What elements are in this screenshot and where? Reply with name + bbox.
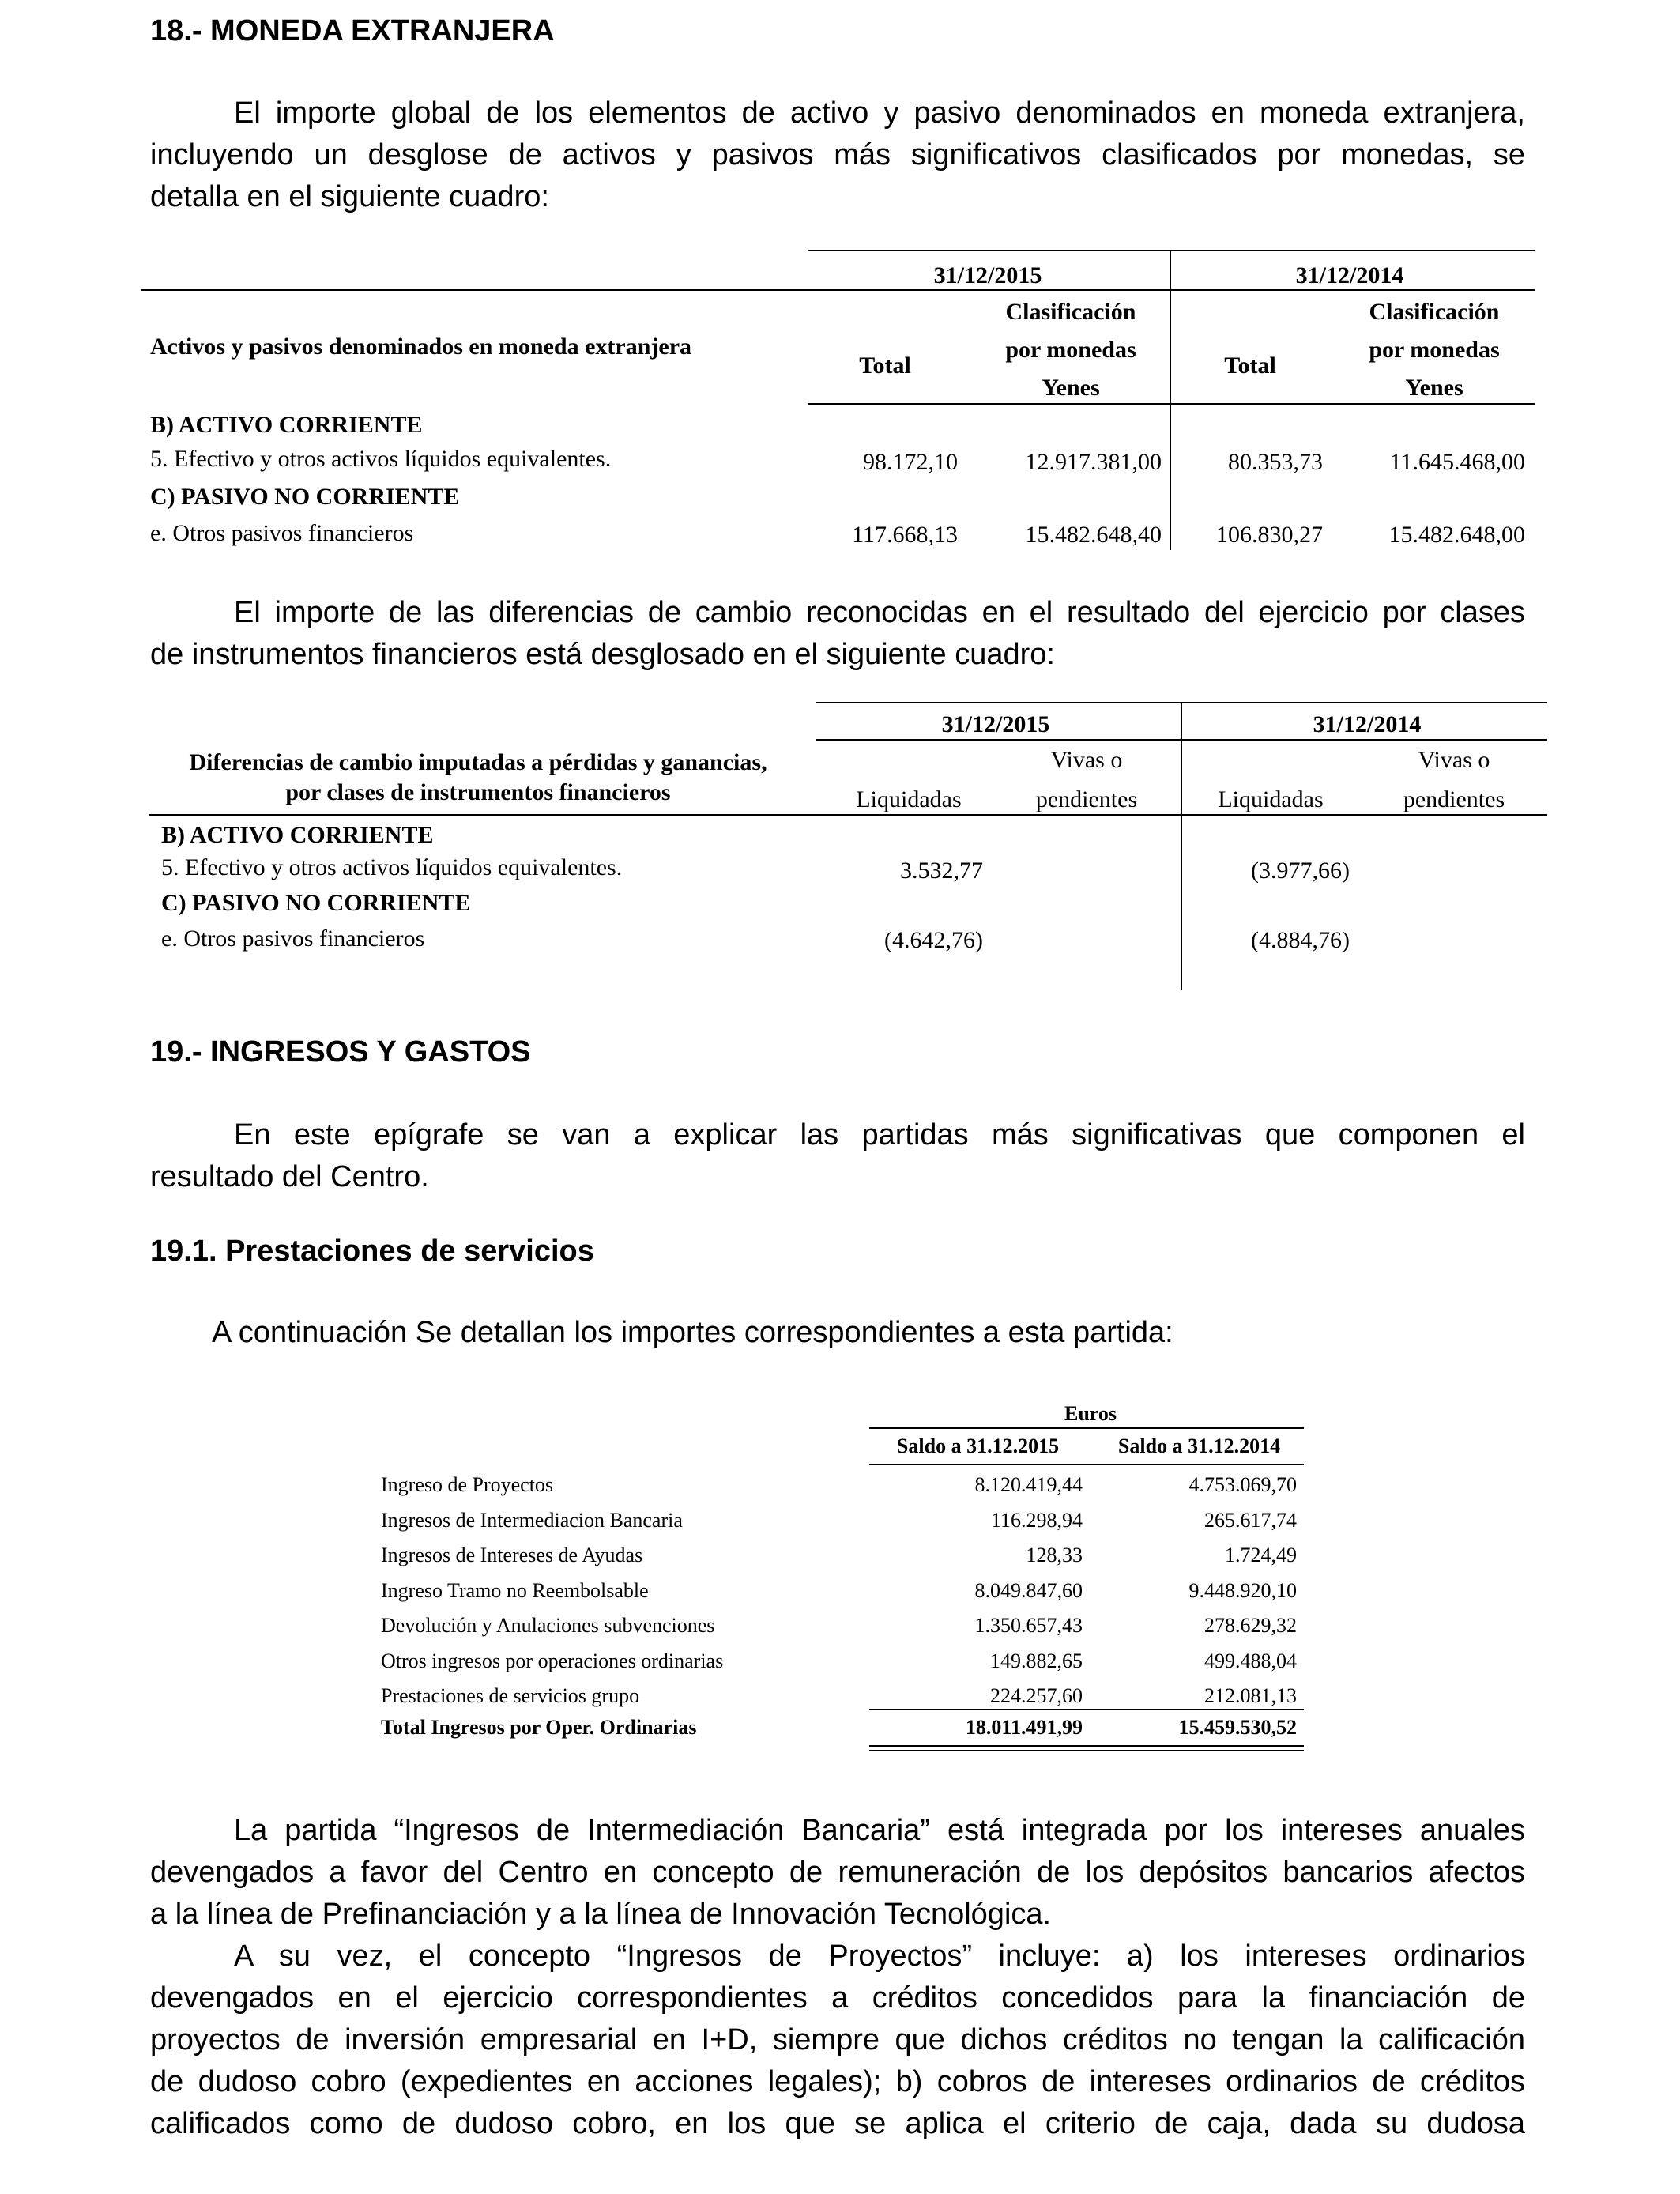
- cell-value-2014: 212.081,13: [1204, 1684, 1297, 1707]
- intro-line: detalla en el siguiente cuadro:: [150, 180, 549, 213]
- paragraph-proyectos: [150, 1936, 1525, 2145]
- table-rule: [149, 814, 1547, 816]
- period-2014: 31/12/2014: [1313, 711, 1422, 737]
- row-label: Ingreso de Proyectos: [381, 1473, 554, 1496]
- col-clas-2015: Yenes: [1042, 375, 1100, 401]
- section-18-heading: 18.- MONEDA EXTRANJERA: [150, 14, 555, 47]
- row-header: Activos y pasivos denominados en moneda extranjera: [150, 334, 692, 360]
- intro-line: de instrumentos financieros está desglosado en el siguiente cuadro:: [150, 638, 1055, 671]
- row-label: e. Otros pasivos financieros: [150, 520, 414, 546]
- row-label: Ingresos de Intereses de Ayudas: [381, 1544, 643, 1566]
- para-line: La partida “Ingresos de Intermediación Bancaria” está integrada por los intereses anuales: [234, 1814, 1525, 1847]
- row-label: Devolución y Anulaciones subvenciones: [381, 1614, 715, 1637]
- col-liquidadas-2014: Liquidadas: [1218, 786, 1324, 812]
- column-divider: [1170, 250, 1171, 550]
- cell-value: 15.482.648,40: [1025, 522, 1162, 548]
- section-label: B) ACTIVO CORRIENTE: [161, 822, 434, 848]
- cell-value-2015: 8.049.847,60: [974, 1578, 1083, 1602]
- col-vivas-2015: Vivas o: [1050, 747, 1123, 773]
- section-19-intro: [150, 1114, 1525, 1198]
- exchange-diff-intro: [150, 592, 1525, 676]
- table-rule: [808, 403, 1535, 405]
- cell-value: 11.645.468,00: [1389, 449, 1525, 475]
- total-2015: 18.011.491,99: [965, 1716, 1083, 1739]
- cell-value-2014: 4.753.069,70: [1188, 1473, 1297, 1496]
- paragraph-intermediacion: [150, 1810, 1525, 1936]
- para-line: proyectos de inversión empresarial en I+D, siempre que dichos créditos no tengan la calificación: [150, 2023, 1525, 2056]
- col-clas-2015: Clasificación: [1005, 299, 1136, 325]
- cell-value-2014: 1.724,49: [1225, 1544, 1297, 1566]
- row-label: 5. Efectivo y otros activos líquidos equivalentes.: [150, 446, 612, 472]
- col-2015: Saldo a 31.12.2015: [896, 1434, 1060, 1457]
- cell-value: 98.172,10: [863, 449, 958, 475]
- cell-value: (4.642,76): [884, 927, 983, 953]
- para-line: de dudoso cobro (expedientes en acciones legales); b) cobros de intereses ordinarios de créditos: [150, 2065, 1525, 2098]
- row-label: e. Otros pasivos financieros: [161, 925, 425, 952]
- table-rule: [869, 1464, 1304, 1465]
- row-header: por clases de instrumentos financieros: [285, 779, 671, 805]
- col-2014: Saldo a 31.12.2014: [1117, 1434, 1281, 1457]
- table-rule: [869, 1745, 1304, 1747]
- cell-value-2015: 149.882,65: [990, 1649, 1083, 1672]
- total-2014: 15.459.530,52: [1178, 1716, 1297, 1739]
- cell-value: 80.353,73: [1228, 449, 1323, 475]
- cell-value-2014: 278.629,32: [1204, 1614, 1297, 1637]
- intro-line: El importe de las diferencias de cambio reconocidas en el resultado del ejercicio por clases: [234, 596, 1525, 629]
- col-clas-2014: por monedas: [1369, 337, 1500, 363]
- table-rule: [869, 1709, 1304, 1710]
- cell-value-2015: 8.120.419,44: [974, 1473, 1083, 1496]
- col-liquidadas-2015: Liquidadas: [856, 786, 962, 812]
- table-rule: [869, 1427, 1304, 1429]
- cell-value: 117.668,13: [852, 522, 958, 548]
- col-clas-2014: Clasificación: [1369, 299, 1500, 325]
- table-rule: [141, 289, 1535, 291]
- cell-value: 106.830,27: [1216, 522, 1323, 548]
- col-total-2014: Total: [1224, 352, 1276, 379]
- cell-value: 3.532,77: [900, 858, 983, 884]
- section-label: C) PASIVO NO CORRIENTE: [161, 890, 471, 916]
- intro-line: resultado del Centro.: [150, 1160, 429, 1193]
- cell-value: 15.482.648,00: [1388, 522, 1525, 548]
- cell-value-2015: 128,33: [1026, 1544, 1083, 1566]
- cell-value: 12.917.381,00: [1025, 449, 1162, 475]
- row-label: Otros ingresos por operaciones ordinarias: [381, 1649, 724, 1672]
- col-vivas-2015: pendientes: [1035, 786, 1138, 812]
- col-total-2015: Total: [859, 352, 911, 379]
- cell-value-2014: 9.448.920,10: [1188, 1578, 1297, 1602]
- para-line: calificados como de dudoso cobro, en los que se aplica el criterio de caja, dada su dudosa: [150, 2107, 1525, 2140]
- intro-line: incluyendo un desglose de activos y pasivos más significativos clasificados por monedas, se: [150, 138, 1525, 172]
- period-2014: 31/12/2014: [1295, 262, 1404, 288]
- column-divider: [1181, 702, 1182, 990]
- section-19-heading: 19.- INGRESOS Y GASTOS: [150, 1035, 531, 1069]
- row-label: Ingreso Tramo no Reembolsable: [381, 1578, 649, 1602]
- section-label: C) PASIVO NO CORRIENTE: [150, 484, 460, 510]
- cell-value-2015: 116.298,94: [990, 1508, 1083, 1532]
- col-clas-2014: Yenes: [1405, 375, 1463, 401]
- col-clas-2015: por monedas: [1005, 337, 1136, 363]
- period-2015: 31/12/2015: [941, 711, 1050, 737]
- para-line: devengados a favor del Centro en concepto de remuneración de los depósitos bancarios afectos: [150, 1856, 1525, 1889]
- row-label: Ingresos de Intermediacion Bancaria: [381, 1508, 683, 1532]
- cell-value-2015: 1.350.657,43: [974, 1614, 1083, 1637]
- cell-value: (3.977,66): [1251, 858, 1350, 884]
- row-label: 5. Efectivo y otros activos líquidos equivalentes.: [161, 854, 623, 880]
- cell-value-2014: 499.488,04: [1204, 1649, 1297, 1672]
- section-18-intro: [150, 92, 1525, 218]
- row-label: Prestaciones de servicios grupo: [381, 1684, 640, 1707]
- cell-value-2014: 265.617,74: [1204, 1508, 1297, 1532]
- cell-value-2015: 224.257,60: [990, 1684, 1083, 1707]
- col-vivas-2014: pendientes: [1403, 786, 1505, 812]
- subsection-heading: 19.1. Prestaciones de servicios: [150, 1235, 594, 1268]
- cell-value: (4.884,76): [1251, 927, 1350, 953]
- subsection-intro: A continuación Se detallan los importes correspondientes a esta partida:: [212, 1316, 1173, 1349]
- table-rule: [869, 1750, 1304, 1751]
- intro-line: En este epígrafe se van a explicar las partidas más significativas que componen el: [234, 1118, 1525, 1152]
- para-line: A su vez, el concepto “Ingresos de Proyectos” incluye: a) los intereses ordinarios: [234, 1940, 1525, 1973]
- total-label: Total Ingresos por Oper. Ordinarias: [381, 1716, 697, 1739]
- para-line: devengados en el ejercicio correspondientes a créditos concedidos para la financiación de: [150, 1981, 1525, 2015]
- row-header: Diferencias de cambio imputadas a pérdidas y ganancias,: [189, 749, 767, 775]
- section-label: B) ACTIVO CORRIENTE: [150, 412, 423, 438]
- currency-label: Euros: [1064, 1402, 1117, 1425]
- para-line: a la línea de Prefinanciación y a la línea de Innovación Tecnológica.: [150, 1898, 1052, 1931]
- table-rule: [808, 250, 1535, 251]
- period-2015: 31/12/2015: [933, 262, 1042, 288]
- col-vivas-2014: Vivas o: [1418, 747, 1490, 773]
- intro-line: El importe global de los elementos de activo y pasivo denominados en moneda extranjera,: [234, 96, 1525, 130]
